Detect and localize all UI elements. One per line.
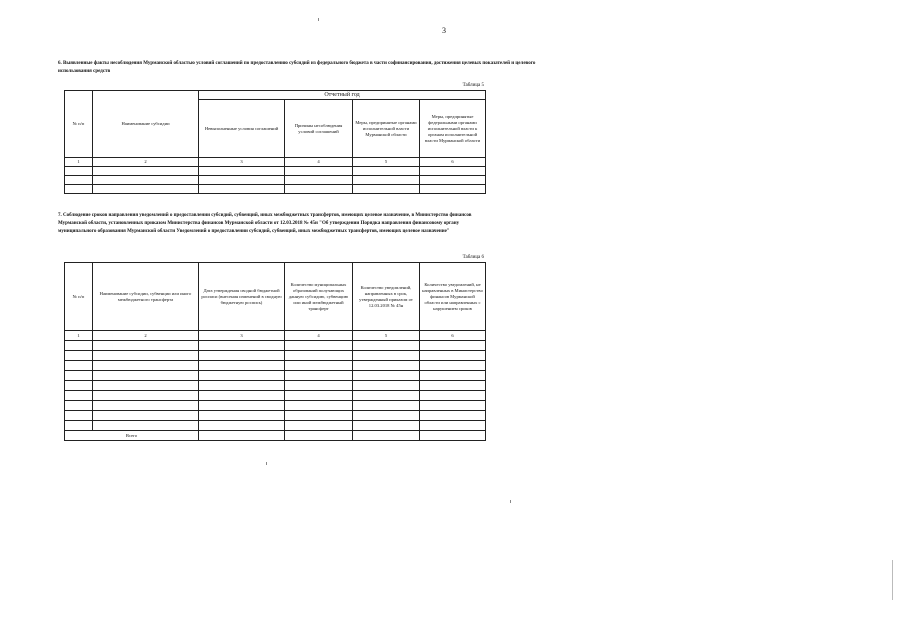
t6-col-number: 2 — [93, 331, 199, 341]
table-cell — [420, 401, 486, 411]
table-cell — [285, 185, 353, 194]
table-cell — [65, 341, 93, 351]
t6-header-num: № п/п — [65, 263, 93, 331]
table-cell — [353, 401, 420, 411]
t5-header-regional-measures: Меры, предпринятые органами исполнительной власти Мурманской области — [353, 100, 420, 158]
table-cell — [199, 341, 285, 351]
table-cell — [285, 341, 353, 351]
table-cell — [285, 401, 353, 411]
table-5 — [64, 90, 486, 194]
table-cell — [93, 176, 199, 185]
table-cell — [93, 381, 199, 391]
table-cell — [93, 421, 199, 431]
t5-header-unfulfilled: Невыполненные условия соглашений — [199, 100, 285, 158]
table-cell — [420, 381, 486, 391]
t5-header-federal-measures: Меры, предпринятые федеральными органами исполнительной власти к органам исполнительной власти Мурманской области — [420, 100, 486, 158]
table-cell — [353, 411, 420, 421]
table-row — [65, 381, 486, 391]
table-row — [65, 411, 486, 421]
table-cell — [65, 401, 93, 411]
table-cell — [285, 391, 353, 401]
table-cell — [93, 341, 199, 351]
table-cell — [420, 391, 486, 401]
scan-speck — [266, 462, 267, 465]
table-5-caption: Таблица 5 — [462, 83, 484, 88]
table-cell — [199, 361, 285, 371]
t6-col-number: 4 — [285, 331, 353, 341]
table-cell — [420, 341, 486, 351]
table-cell — [353, 421, 420, 431]
table-row — [65, 371, 486, 381]
t6-header-subsidy: Наименование субсидии, субвенции или иного межбюджетного трансферта — [93, 263, 199, 331]
t6-total-row — [65, 431, 486, 441]
table-cell — [65, 411, 93, 421]
table-cell — [285, 176, 353, 185]
table-cell — [65, 381, 93, 391]
table-row — [65, 185, 486, 194]
table-cell — [199, 371, 285, 381]
table-cell — [65, 361, 93, 371]
table-cell — [65, 391, 93, 401]
table-cell — [93, 351, 199, 361]
t5-col-number: 5 — [353, 158, 420, 167]
t6-header-date: Дата утверждения сводной бюджетной росписи (внесения изменений в сводную бюджетную роспись) — [199, 263, 285, 331]
table-row — [65, 401, 486, 411]
table-cell — [285, 351, 353, 361]
t5-col-number: 1 — [65, 158, 93, 167]
table-cell — [353, 176, 420, 185]
table-cell — [420, 431, 486, 441]
table-cell — [199, 176, 285, 185]
table-cell — [285, 411, 353, 421]
table-cell — [199, 421, 285, 431]
table-cell — [199, 411, 285, 421]
t6-col-number: 3 — [199, 331, 285, 341]
t5-col-number: 6 — [420, 158, 486, 167]
table-cell — [353, 391, 420, 401]
table-cell — [65, 421, 93, 431]
table-6-caption: Таблица 6 — [462, 255, 484, 260]
table-cell — [420, 411, 486, 421]
table-row — [65, 361, 486, 371]
t6-header-late: Количество уведомлений, не направленных в Министерство финансов Мурманской области или направленных с нарушением сроков — [420, 263, 486, 331]
table-cell — [420, 167, 486, 176]
table-6 — [64, 262, 486, 441]
table-cell — [199, 401, 285, 411]
table-cell — [93, 167, 199, 176]
table-cell — [420, 421, 486, 431]
scan-speck — [892, 560, 893, 600]
table-cell — [353, 185, 420, 194]
table-cell — [199, 391, 285, 401]
table-cell — [93, 361, 199, 371]
table-row — [65, 176, 486, 185]
t6-col-number: 1 — [65, 331, 93, 341]
t6-col-number: 6 — [420, 331, 486, 341]
table-cell — [353, 167, 420, 176]
table-cell — [353, 381, 420, 391]
t5-header-num: № п/п — [65, 91, 93, 158]
table-cell — [285, 381, 353, 391]
table-cell — [285, 361, 353, 371]
table-cell — [285, 167, 353, 176]
table-cell — [93, 391, 199, 401]
table-row — [65, 391, 486, 401]
table-cell — [420, 361, 486, 371]
section-7-heading: 7. Соблюдение сроков направления уведомлений о предоставлении субсидий, субвенций, иных межбюджетных трансфертов, имеющих целевое назначение, в Министерство финансов Мурманской области, установленных приказом Министерства финансов Мурманской области от 12.03.2018 № 45н "Об утверждении Порядка направления финансовому органу муниципального образования Мурманской области Уведомлений о предоставлении субсидий, субвенций, иных межбюджетных трансфертов, имеющих целевое назначение" — [58, 213, 472, 234]
table-cell — [93, 371, 199, 381]
t5-header-reasons: Причины несоблюдения условий соглашений — [285, 100, 353, 158]
table-cell — [93, 411, 199, 421]
t6-header-on-time: Количество уведомлений, направленных в срок, утвержденный приказом от 12.03.2018 № 45н — [353, 263, 420, 331]
table-cell — [353, 341, 420, 351]
table-row — [65, 351, 486, 361]
scan-speck — [318, 18, 319, 21]
table-cell — [199, 431, 285, 441]
table-cell — [353, 361, 420, 371]
t5-col-number: 4 — [285, 158, 353, 167]
table-cell — [420, 176, 486, 185]
table-cell — [420, 371, 486, 381]
table-cell — [93, 401, 199, 411]
t5-number-row — [65, 158, 486, 167]
table-cell — [353, 431, 420, 441]
section-6-heading: 6. Выявленные факты несоблюдения Мурманской областью условий соглашений по предоставлению субсидий из федерального бюджета в части софинансирования, достижения целевых показателей и целевого использования средств — [58, 61, 536, 74]
table-cell — [65, 185, 93, 194]
table-cell — [285, 421, 353, 431]
table-cell — [199, 185, 285, 194]
table-cell — [353, 351, 420, 361]
table-cell — [285, 431, 353, 441]
page-number: 3 — [442, 26, 446, 35]
table-cell — [65, 167, 93, 176]
table-row — [65, 421, 486, 431]
scan-speck — [510, 500, 511, 503]
table-cell — [353, 371, 420, 381]
table-cell — [65, 176, 93, 185]
table-row — [65, 341, 486, 351]
table-cell — [65, 371, 93, 381]
table-cell — [199, 351, 285, 361]
t5-header-report-year: Отчетный год — [199, 91, 486, 100]
t6-header-municipalities: Количество муниципальных образований получающих данную субсидию, субвенцию или иной межбюджетный трансферт — [285, 263, 353, 331]
t6-col-number: 5 — [353, 331, 420, 341]
table-cell — [199, 167, 285, 176]
t5-col-number: 3 — [199, 158, 285, 167]
t5-header-subsidy: Наименование субсидии — [93, 91, 199, 158]
t6-number-row — [65, 331, 486, 341]
t6-total-label: Всего — [65, 431, 199, 441]
table-row — [65, 167, 486, 176]
table-cell — [93, 185, 199, 194]
table-cell — [199, 381, 285, 391]
table-cell — [420, 351, 486, 361]
t5-col-number: 2 — [93, 158, 199, 167]
table-cell — [65, 351, 93, 361]
table-cell — [285, 371, 353, 381]
table-cell — [420, 185, 486, 194]
